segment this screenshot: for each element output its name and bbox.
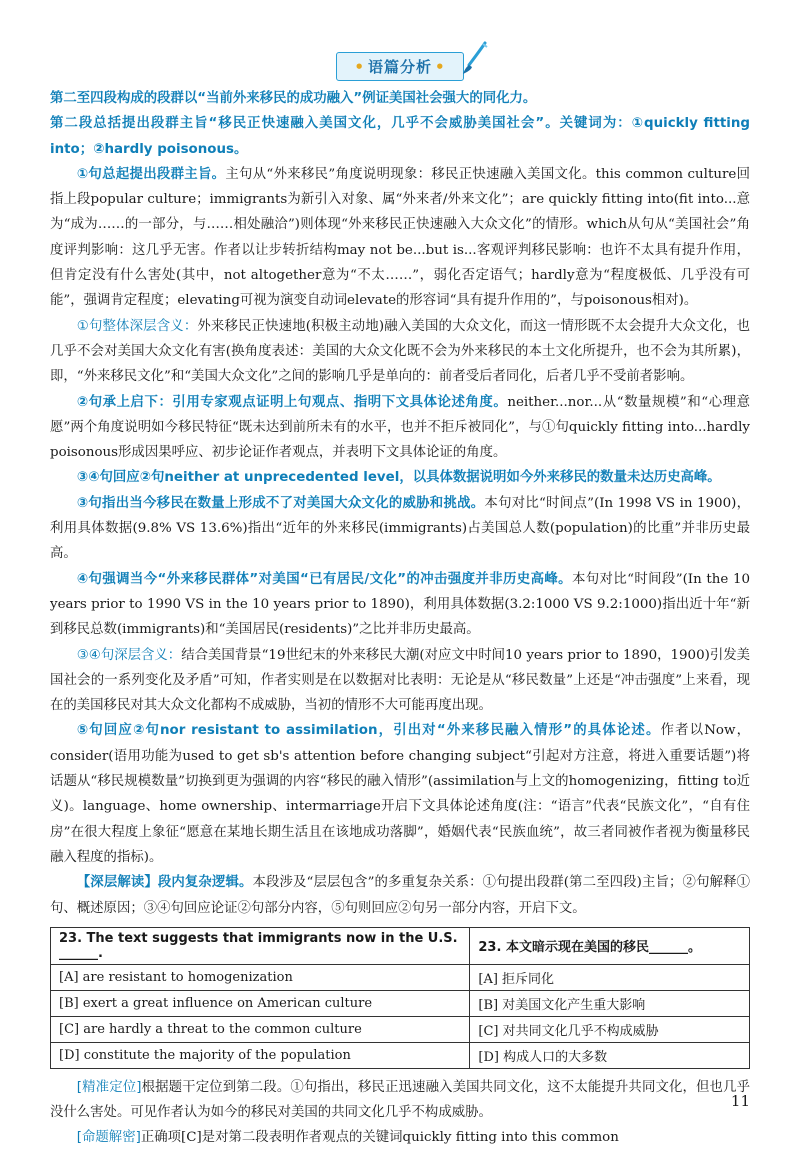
option-row	[51, 964, 750, 990]
analysis-paragraphs	[50, 86, 750, 921]
analysis-locate	[50, 1075, 750, 1126]
paragraph-lead: ⑤句回应②句nor resistant to assimilation，引出对“外来移民融入情形”的具体论述。	[76, 723, 661, 739]
option-row	[51, 1016, 750, 1042]
paragraph-lead: 第二至四段构成的段群以“当前外来移民的成功融入”例证美国社会强大的同化力。	[50, 91, 537, 106]
option-d-zh: [D] 构成人口的大多数	[470, 1042, 750, 1068]
section-title: 语篇分析	[367, 58, 432, 76]
option-row	[51, 1042, 750, 1068]
paragraph-lead: ③句指出当今移民在数量上形成不了对美国大众文化的威胁和挑战。	[76, 495, 485, 511]
paragraph-lead: ③④句回应②句neither at unprecedented level，以具体数据说明如今外来移民的数量未达历史高峰。	[76, 470, 721, 486]
label-decode: [命题解密]	[76, 1130, 141, 1146]
option-c-en: [C] are hardly a threat to the common culture	[51, 1016, 470, 1042]
option-d-en: [D] constitute the majority of the population	[51, 1042, 470, 1068]
option-a-zh: [A] 拒斥同化	[470, 964, 750, 990]
paragraph-lead: ①句整体深层含义：	[76, 318, 198, 334]
paragraph-lead: ④句强调当今“外来移民群体”对美国“已有居民/文化”的冲击强度并非历史高峰。	[76, 571, 572, 587]
analysis-paragraph	[50, 643, 750, 719]
paragraph-lead: ①句总起提出段群主旨。	[76, 166, 226, 182]
paragraph-lead: ③④句深层含义：	[76, 647, 182, 663]
analysis-paragraph	[50, 718, 750, 870]
option-row	[51, 990, 750, 1016]
analysis-paragraph	[50, 567, 750, 643]
paragraph-body: 作者以Now，consider(语用功能为used to get sb's attention before changing subject“引起对方注意，将进入重要话题”)将话题从“移民规模数量”切换到更为强调的内容“移民的融入情形”(assimilation与上文的homogenizing，fitting to近义)。language、home ownership、intermarriage开启下文具体论述角度(注：“语言”代表“民族文化”，“自有住房”在很大程度上象征“愿意在某地长期生活且在该地成功落脚”，婚姻代表“民族血统”，故三者同被作者视为衡量移民融入程度的指标)。	[50, 723, 750, 865]
analysis-paragraph	[50, 86, 750, 111]
dot-icon: •	[435, 58, 446, 76]
paragraph-lead: 【深层解读】段内复杂逻辑。	[76, 875, 253, 891]
analysis-paragraph	[50, 314, 750, 390]
text-locate: 根据题干定位到第二段。①句指出，移民正迅速融入美国共同文化，这不太能提升共同文化，但也几乎没什么害处。可见作者认为如今的移民对美国的共同文化几乎不构成威胁。	[50, 1079, 750, 1121]
question-zh: 23. 本文暗示现在美国的移民______。	[470, 927, 750, 964]
section-header	[50, 52, 750, 86]
paragraph-body: 本段涉及“层层包含”的多重复杂关系：①句提出段群(第二至四段)主旨；②句解释①句、概述原因；③④句回应论证②句部分内容，⑤句则回应②句另一部分内容，开启下文。	[50, 875, 750, 916]
page-number: 11	[730, 1092, 750, 1110]
paragraph-lead: ②句承上启下：引用专家观点证明上句观点、指明下文具体论述角度。	[76, 394, 508, 410]
paragraph-body: 外来移民正快速地(积极主动地)融入美国的大众文化，而这一情形既不太会提升大众文化，也几乎不会对美国大众文化有害(换角度表述：美国的大众文化既不会为外来移民的本土文化所提升，也不会为其所累)，即，“外来移民文化”和“美国大众文化”之间的影响几乎是单向的：前者受后者同化，后者几乎不受前者影响。	[50, 318, 750, 385]
paragraph-body: 主句从“外来移民”角度说明现象：移民正快速融入美国文化。this common culture回指上段popular culture；immigrants为新引入对象、属“外来者/外来文化”；are quickly fitting into(fit into...意为“成为……的一部分，与……相处融洽”)则体现“外来移民正快速融入大众文化”的情形。which从句从“美国社会”角度评判影响：这几乎无害。作者以让步转折结构may not be...but is...客观评判移民影响：也许不太具有提升作用，但肯定没有什么害处(其中，not altogether意为“不太……”，弱化否定语气；hardly意为“程度极低、几乎没有可能”，强调肯定程度；elevating可视为演变自动词elevate的形容词“具有提升作用的”，与poisonous相对)。	[50, 166, 750, 309]
question-en: 23. The text suggests that immigrants now in the U.S. ______.	[51, 927, 470, 964]
option-a-en: [A] are resistant to homogenization	[51, 964, 470, 990]
analysis-paragraph	[50, 491, 750, 567]
question-header-row	[51, 927, 750, 964]
analysis-paragraph	[50, 390, 750, 466]
section-title-badge	[336, 52, 463, 81]
option-b-zh: [B] 对美国文化产生重大影响	[470, 990, 750, 1016]
analysis-paragraph	[50, 111, 750, 162]
dot-icon: •	[354, 58, 365, 76]
paragraph-body: 本句对比“时间点”(In 1998 VS in 1900)，利用具体数据(9.8% VS 13.6%)指出“近年的外来移民(immigrants)占美国总人数(population)的比重”并非历史最高。	[50, 495, 750, 562]
option-b-en: [B] exert a great influence on American culture	[51, 990, 470, 1016]
option-c-zh: [C] 对共同文化几乎不构成威胁	[470, 1016, 750, 1042]
text-decode: 正确项[C]是对第二段表明作者观点的关键词quickly fitting into this common	[140, 1130, 619, 1146]
analysis-decode	[50, 1125, 750, 1150]
analysis-paragraph	[50, 465, 750, 490]
question-table	[50, 927, 750, 1069]
brush-icon	[461, 41, 489, 75]
label-locate: [精准定位]	[76, 1079, 142, 1095]
analysis-paragraph	[50, 162, 750, 314]
analysis-paragraph	[50, 870, 750, 921]
paragraph-lead: 第二段总括提出段群主旨“移民正快速融入美国文化，几乎不会威胁美国社会”。关键词为：①quickly fitting into；②hardly poisonous。	[50, 116, 750, 157]
paragraph-body: 结合美国背景“19世纪末的外来移民大潮(对应文中时间10 years prior to 1890，1900)引发美国社会的一系列变化及矛盾”可知，作者实则是在以数据对比表明：无论是从“移民数量”上还是“冲击强度”上来看，现在的美国移民对其大众文化都构不成威胁，当初的情形不大可能再度出现。	[50, 647, 750, 714]
paragraph-body: 本句对比“时间段”(In the 10 years prior to 1990 VS in the 10 years prior to 1890)，利用具体数据(3.2:1000 VS 9.2:1000)指出近十年“新到移民总数(immigrants)和“美国居民(residents)”之比并非历史最高。	[50, 571, 751, 638]
page-content	[50, 52, 750, 1151]
paragraph-body: neither...nor...从“数量规模”和“心理意愿”两个角度说明如今移民特征“既未达到前所未有的水平，也并不拒斥被同化”，与①句quickly fitting into...hardly poisonous形成因果呼应、初步论证作者观点，并表明下文具体论证的角度。	[50, 394, 750, 461]
